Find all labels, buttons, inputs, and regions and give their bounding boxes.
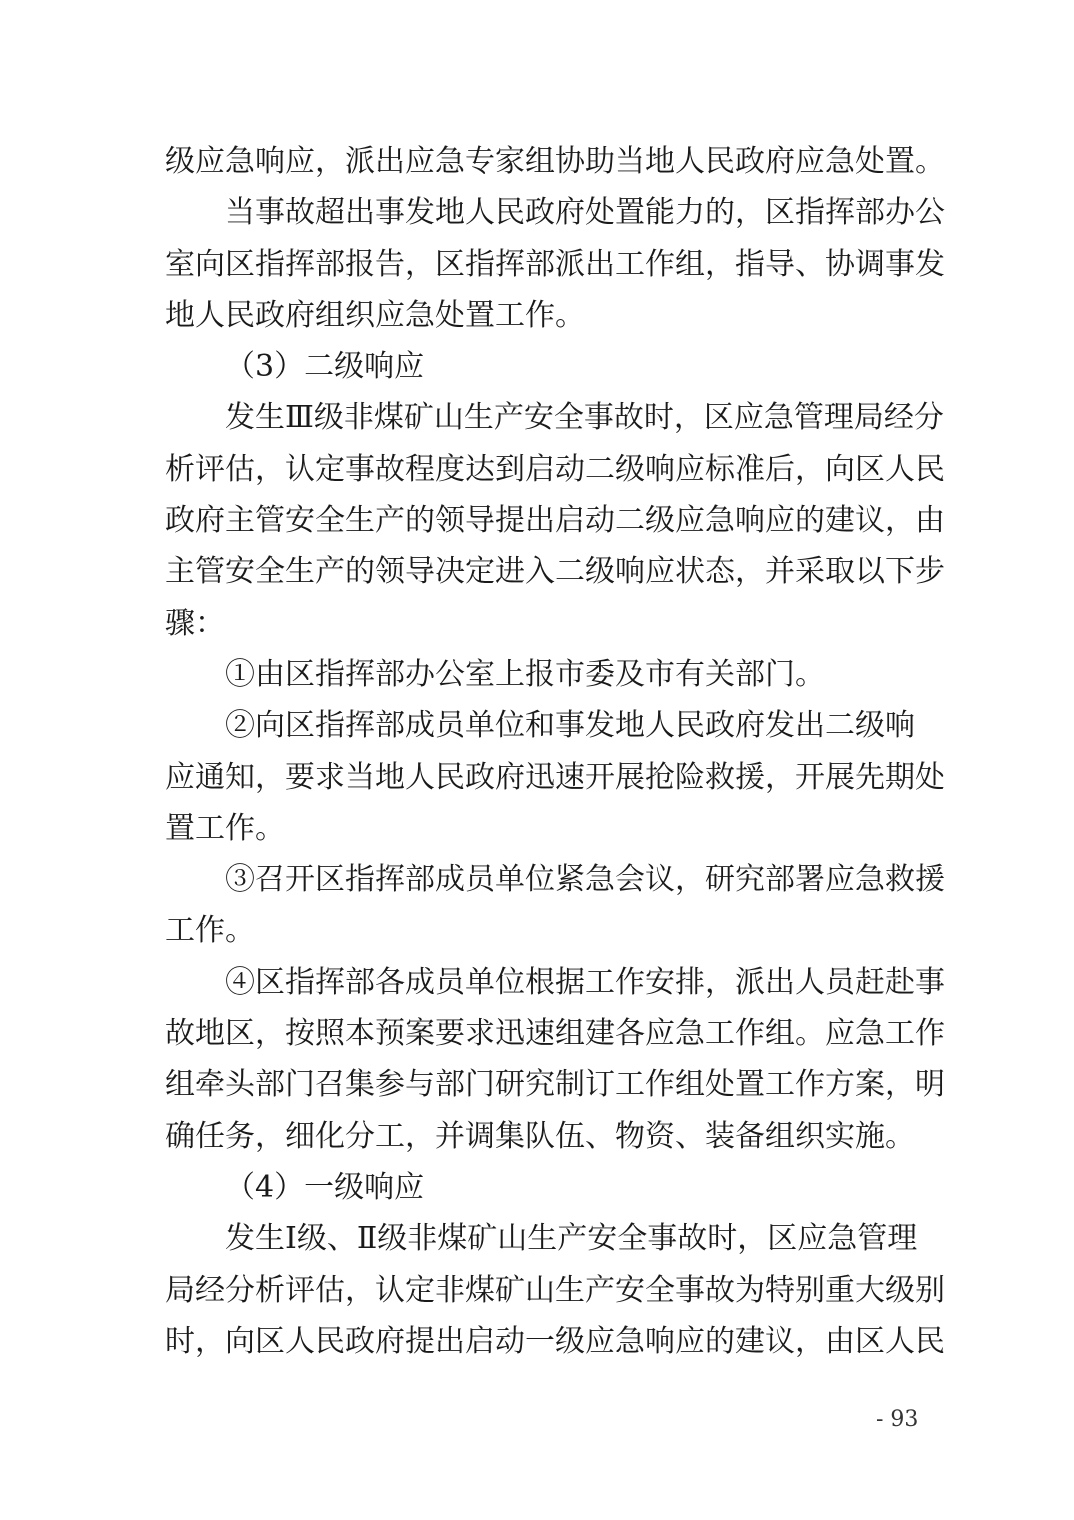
- list-item-step-2: ②向区指挥部成员单位和事发地人民政府发出二级响: [225, 708, 915, 744]
- text-line: 析评估，认定事故程度达到启动二级响应标准后，向区人民: [165, 451, 945, 487]
- text-line: 发生Ⅲ级非煤矿山生产安全事故时，区应急管理局经分: [225, 400, 944, 436]
- list-item-step-1: ①由区指挥部办公室上报市委及市有关部门。: [225, 656, 825, 692]
- text-line: 室向区指挥部报告，区指挥部派出工作组，指导、协调事发: [165, 246, 945, 282]
- text-line: 当事故超出事发地人民政府处置能力的，区指挥部办公: [225, 195, 945, 231]
- text-line: 时，向区人民政府提出启动一级应急响应的建议，由区人民: [165, 1323, 945, 1359]
- document-body: [165, 136, 945, 1367]
- text-line: 应通知，要求当地人民政府迅速开展抢险救援，开展先期处: [165, 759, 945, 795]
- text-line: 置工作。: [165, 810, 285, 846]
- text-line: 故地区，按照本预案要求迅速组建各应急工作组。应急工作: [165, 1016, 945, 1052]
- text-line: 骤：: [165, 605, 225, 641]
- text-line: 政府主管安全生产的领导提出启动二级应急响应的建议，由: [165, 503, 945, 539]
- section-heading-second-level-response: （3）二级响应: [225, 349, 425, 385]
- text-line: 发生Ⅰ级、Ⅱ级非煤矿山生产安全事故时，区应急管理: [225, 1221, 918, 1257]
- text-line: 组牵头部门召集参与部门研究制订工作组处置工作方案，明: [165, 1067, 945, 1103]
- list-item-step-3: ③召开区指挥部成员单位紧急会议，研究部署应急救援: [225, 862, 945, 898]
- text-line: 级应急响应，派出应急专家组协助当地人民政府应急处置。: [165, 144, 945, 179]
- text-line: 主管安全生产的领导决定进入二级响应状态，并采取以下步: [165, 554, 945, 590]
- list-item-step-4: ④区指挥部各成员单位根据工作安排，派出人员赶赴事: [225, 964, 945, 1000]
- text-line: 局经分析评估，认定非煤矿山生产安全事故为特别重大级别: [165, 1272, 945, 1308]
- text-line: 确任务，细化分工，并调集队伍、物资、装备组织实施。: [165, 1118, 915, 1154]
- text-line: 地人民政府组织应急处置工作。: [165, 297, 585, 333]
- text-line: 工作。: [165, 913, 255, 949]
- section-heading-first-level-response: （4）一级响应: [225, 1169, 425, 1205]
- page-number: - 93: [876, 1407, 919, 1432]
